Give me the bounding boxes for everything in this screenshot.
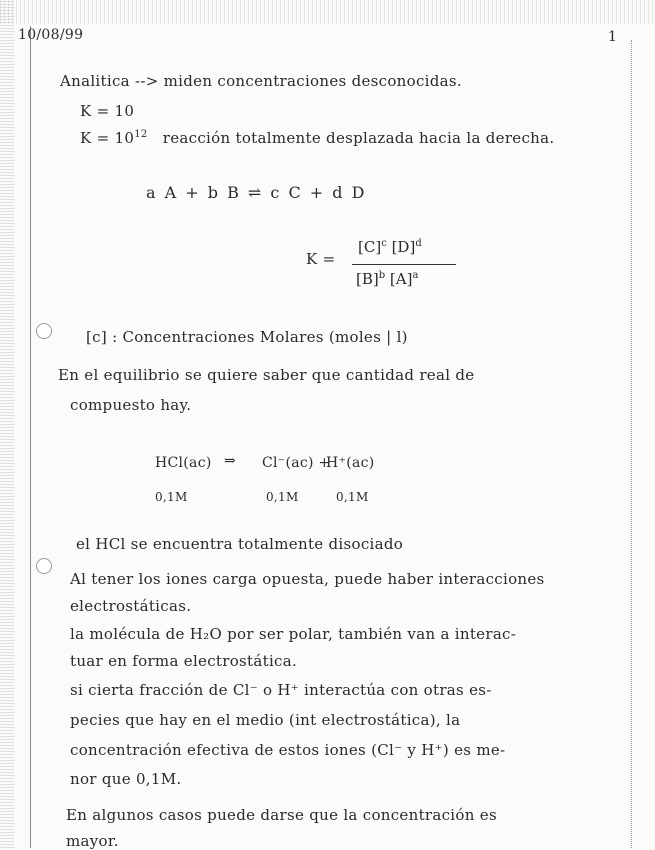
k-large-description: reacción totalmente desplazada hacia la derecha. <box>162 129 555 147</box>
denominator-a-exp: a <box>412 270 419 281</box>
fraction-numerator <box>358 238 422 256</box>
interactions-line: Al tener los iones carga opuesta, puede haber interacciones <box>70 570 545 588</box>
hcl-conc-reactant: 0,1M <box>155 490 188 504</box>
interactions-line: nor que 0,1M. <box>70 770 182 788</box>
hcl-reactant: HCl(ac) <box>155 455 212 471</box>
interactions-line: tuar en forma electrostática. <box>70 652 298 670</box>
hcl-dissociation-statement: el HCl se encuentra totalmente disociado <box>76 535 404 553</box>
equilibrium-reaction: a A + b B ⇌ c C + d D <box>146 183 367 202</box>
k-large <box>80 126 554 147</box>
numerator-c: [C] <box>358 238 382 256</box>
interactions-line: concentración efectiva de estos iones (Cl⁻ y H⁺) es me- <box>70 741 506 759</box>
intro-line: Analitica --> miden concentraciones desconocidas. <box>60 72 462 90</box>
numerator-d-exp: d <box>415 238 422 249</box>
denominator-b: [B] <box>356 270 379 288</box>
right-fold-line <box>631 40 632 848</box>
k-small: K = 10 <box>80 102 135 120</box>
k-large-lhs: K = 10 <box>80 129 135 147</box>
interactions-line: la molécula de H₂O por ser polar, también van a interac- <box>70 625 517 643</box>
interactions-line: En algunos casos puede darse que la concentración es <box>66 806 497 824</box>
hcl-conc-proton: 0,1M <box>336 490 369 504</box>
hcl-product-proton: H⁺(ac) <box>326 455 375 471</box>
k-expression-label: K = <box>306 250 336 268</box>
hcl-conc-chloride: 0,1M <box>266 490 299 504</box>
fraction-bar <box>352 264 456 265</box>
denominator-b-exp: b <box>378 270 386 281</box>
date: 10/08/99 <box>18 27 84 43</box>
concentration-definition: [c] : Concentraciones Molares (moles | l) <box>86 328 408 346</box>
denominator-a: [A] <box>389 270 413 288</box>
punch-hole-icon <box>36 558 52 574</box>
numerator-d: [D] <box>391 238 416 256</box>
scan-noise-left <box>0 0 14 848</box>
fraction-denominator <box>356 270 418 288</box>
k-large-exponent: 12 <box>134 129 148 140</box>
interactions-line: si cierta fracción de Cl⁻ o H⁺ interactúa con otras es- <box>70 681 492 699</box>
equilibrium-question-line2: compuesto hay. <box>70 396 192 414</box>
interactions-line: mayor. <box>66 832 119 850</box>
numerator-c-exp: c <box>381 238 387 249</box>
margin-line <box>30 26 31 848</box>
equilibrium-question-line1: En el equilibrio se quiere saber que cantidad real de <box>58 366 475 384</box>
page-number: 1 <box>608 29 618 45</box>
hcl-product-chloride: Cl⁻(ac) + <box>262 455 331 471</box>
interactions-line: electrostáticas. <box>70 597 192 615</box>
interactions-line: pecies que hay en el medio (int electrostática), la <box>70 711 461 729</box>
hcl-arrow-icon: ⇒ <box>224 453 237 469</box>
scan-noise-top <box>0 0 655 24</box>
punch-hole-icon <box>36 323 52 339</box>
